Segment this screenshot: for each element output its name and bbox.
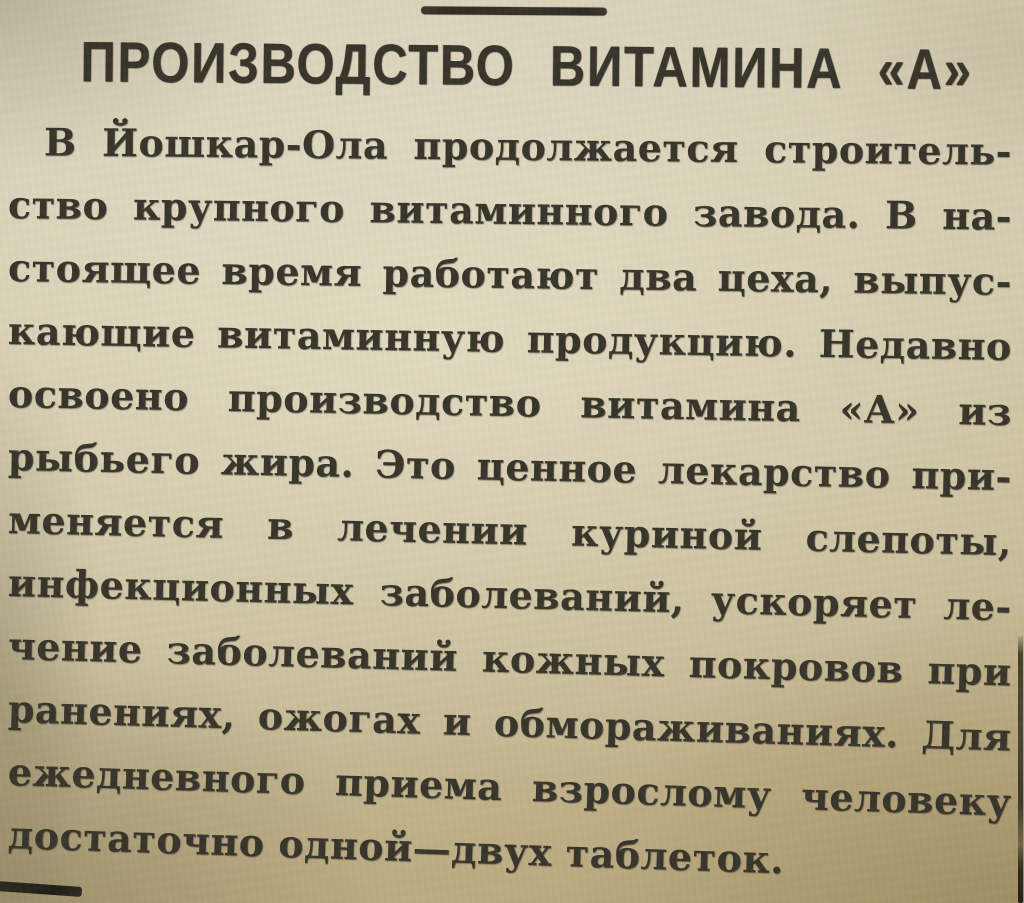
article-headline-text: ПРОИЗВОДСТВО ВИТАМИНА «А» — [80, 30, 974, 103]
article-line: инфекционных заболеваний, ускоряет ле- — [7, 560, 1013, 630]
article-headline — [8, 30, 1013, 103]
article — [7, 30, 1013, 883]
top-divider-rule — [421, 6, 607, 15]
article-line: рыбьего жира. Это ценное лекарство при- — [7, 434, 1013, 500]
article-line: достаточно одной—двух таблеток. — [7, 812, 785, 883]
article-line: кающие витаминную продукцию. Недавно — [7, 308, 1013, 369]
article-line: стоящее время работают два цеха, выпус- — [7, 245, 1013, 304]
article-line: чение заболеваний кожных покровов при — [7, 623, 1013, 695]
bottom-left-rule — [0, 881, 82, 897]
article-line: ежедневного приема взрослому человеку — [7, 749, 1013, 825]
right-column-rule — [1018, 636, 1023, 903]
article-line: меняется в лечении куриной слепоты, — [7, 497, 1013, 565]
article-line: ранениях, ожогах и обмораживаниях. Для — [7, 686, 1013, 760]
article-line: В Йошкар-Ола продолжается строитель- — [43, 119, 1013, 174]
article-body — [7, 110, 1013, 883]
article-line: освоено производство витамина «А» из — [7, 371, 1013, 435]
article-line: ство крупного витаминного завода. В на- — [7, 182, 1013, 239]
